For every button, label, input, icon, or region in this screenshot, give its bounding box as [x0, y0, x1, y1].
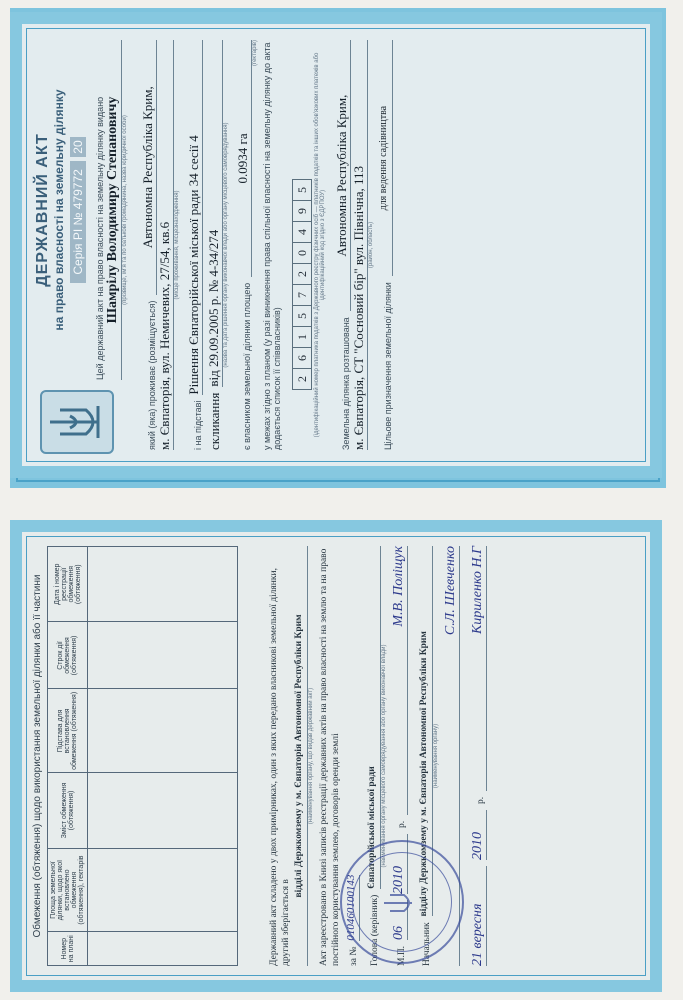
register-no-label: за № — [349, 946, 360, 966]
date1-year-suffix: р. — [397, 820, 408, 828]
act-title: ДЕРЖАВНИЙ АКТ — [34, 133, 51, 287]
tax-id-caption: (ідентифікаційний номер платника податків з Державного реєстру фізичних осіб — платників податків та інших обов'язкових платежів або ідентифікаційний код згідно з ЄДРПОУ) — [314, 52, 326, 438]
chief-caption: (найменування органу) — [433, 723, 440, 789]
date2-year-suffix: р. — [476, 796, 487, 804]
stamp-trident-icon — [382, 890, 418, 916]
tax-id-digit: 5 — [292, 305, 312, 327]
head-org: Євпаторійської міської ради — [366, 546, 381, 889]
area-label: є власником земельної ділянки площею — [242, 282, 252, 450]
head-caption: (найменування органу місцевого самоврядування або органу виконавчої влади) — [381, 644, 388, 868]
basis-line-2-prefix: скликання — [207, 392, 222, 450]
tax-id-digit: 5 — [292, 179, 312, 201]
col-term: Строк дії обмеження (обтяження) — [48, 622, 88, 689]
registrar-signature-name: Кириленко Н.Г — [470, 546, 487, 791]
residence-caption: (місце проживання, місцезнаходження) — [174, 190, 180, 300]
restrictions-section — [32, 546, 238, 966]
col-plan-number: Номер на плані — [48, 932, 88, 966]
restrictions-title: Обмеження (обтяження) щодо використання земельної ділянки або її частини — [32, 574, 43, 938]
tax-id-digit: 1 — [292, 326, 312, 348]
issued-to-label: Цей державний акт на право власності на земельну ділянку видано — [95, 96, 105, 380]
basis-label: і на підставі — [193, 400, 203, 450]
location-label: Земельна ділянка розташована — [341, 317, 351, 450]
area-value: 0.0934 га — [235, 40, 252, 277]
act-subtitle: на право власності на земельну ділянку — [52, 89, 66, 331]
location-line-2: м. Євпаторія, СТ "Сосновий бір" вул. Північна, 113 — [351, 40, 368, 450]
chief-signature-name: С.Л. Шевченко — [443, 546, 460, 966]
tax-id-digit: 9 — [292, 200, 312, 222]
register-text: Акт зареєстровано в Книзі записів реєстрації державних актів на право власності на землю та на право постійного користування землею, договорів оренди землі — [318, 548, 342, 966]
state-act-body — [34, 40, 393, 450]
act-series-suffix: 20 — [70, 137, 86, 156]
tax-id-digit: 7 — [292, 284, 312, 306]
tax-id-digit: 2 — [292, 263, 312, 285]
date1-day: 06 — [391, 900, 408, 940]
mp-label: М.П. — [397, 945, 408, 966]
trident-emblem-icon — [40, 390, 114, 454]
state-act-page — [10, 12, 662, 478]
tax-id-boxes — [292, 40, 312, 390]
table-row — [88, 547, 238, 966]
tax-id-digit: 2 — [292, 368, 312, 390]
purpose-value: для ведення садівництва — [378, 40, 393, 276]
act-series-number: Серія РІ № 479772 — [70, 161, 86, 282]
issuing-office: відділі Держкомзему у м. Євпаторія Автономної Республіки Крим — [293, 546, 308, 966]
residence-line-2: м. Євпаторія, вул. Немичевих, 27/54, кв.6 — [157, 40, 174, 450]
head-label: Голова (керівник) — [370, 894, 381, 966]
date2: 21 вересня — [470, 866, 487, 966]
issuer-caption: (найменування органу, що видав державний акт) — [307, 687, 314, 825]
col-registration: Дата і номер реєстрації обмеження (обтяження) — [48, 547, 88, 622]
chief-label: Начальник — [422, 922, 433, 966]
chief-org: відділу Держкомзему у м. Євпаторія Автономної Республіки Крим — [418, 546, 433, 916]
col-basis: Підстава для встановлення обмеження (обтяження) — [48, 689, 88, 773]
tax-id-digit: 0 — [292, 242, 312, 264]
tax-id-digit: 4 — [292, 221, 312, 243]
registration-page — [10, 520, 662, 992]
owner-name: Шамрілу Володимиру Степановичу — [105, 40, 122, 380]
basis-line-2: від 29.09.2005 р. № 4-34/274 — [206, 40, 223, 387]
location-caption: (район, область) — [368, 221, 374, 269]
tax-id-digit: 6 — [292, 347, 312, 369]
purpose-label: Цільове призначення земельної ділянки — [383, 282, 393, 450]
head-signature-name: М.В. Поліщук — [391, 546, 408, 815]
col-content: Зміст обмеження (обтяження) — [48, 773, 88, 848]
residence-label: який (яка) проживає (розміщується) — [147, 300, 157, 450]
basis-caption: (назва та дата рішення органу виконавчої влади або органу місцевого самоврядування) — [223, 122, 229, 368]
restrictions-table — [47, 546, 238, 966]
location-line-1: Автономна Республіка Крим, — [334, 40, 351, 311]
register-number: 010460100143 — [345, 875, 360, 941]
col-area: Площа земельної ділянки, щодо якої встановлено обмеження (обтяження), гектарів — [48, 848, 88, 932]
residence-line-1: Автономна Республіка Крим, — [140, 40, 157, 295]
official-stamp — [340, 840, 464, 964]
area-caption: (гектарів) — [252, 40, 258, 66]
basis-line-1: Рішення Євпаторійської міської ради 34 сесії 4 — [186, 40, 203, 395]
owner-caption: (прізвище, ім'я та по батькові громадянина, назва юридичної особи) — [122, 115, 128, 305]
restrictions-header-row — [48, 547, 88, 966]
plan-text: у межах згідно з планом (у разі виникнення права спільної власності на земельну ділянку до акта додається список її співвласників) — [262, 42, 282, 450]
copies-text: Державний акт складено у двох примірниках, один з яких передано власникові земельної ділянки, другий зберігається в — [269, 568, 292, 966]
date2-year: 2010 — [470, 810, 487, 860]
date1-rest: 2010 — [391, 834, 408, 894]
